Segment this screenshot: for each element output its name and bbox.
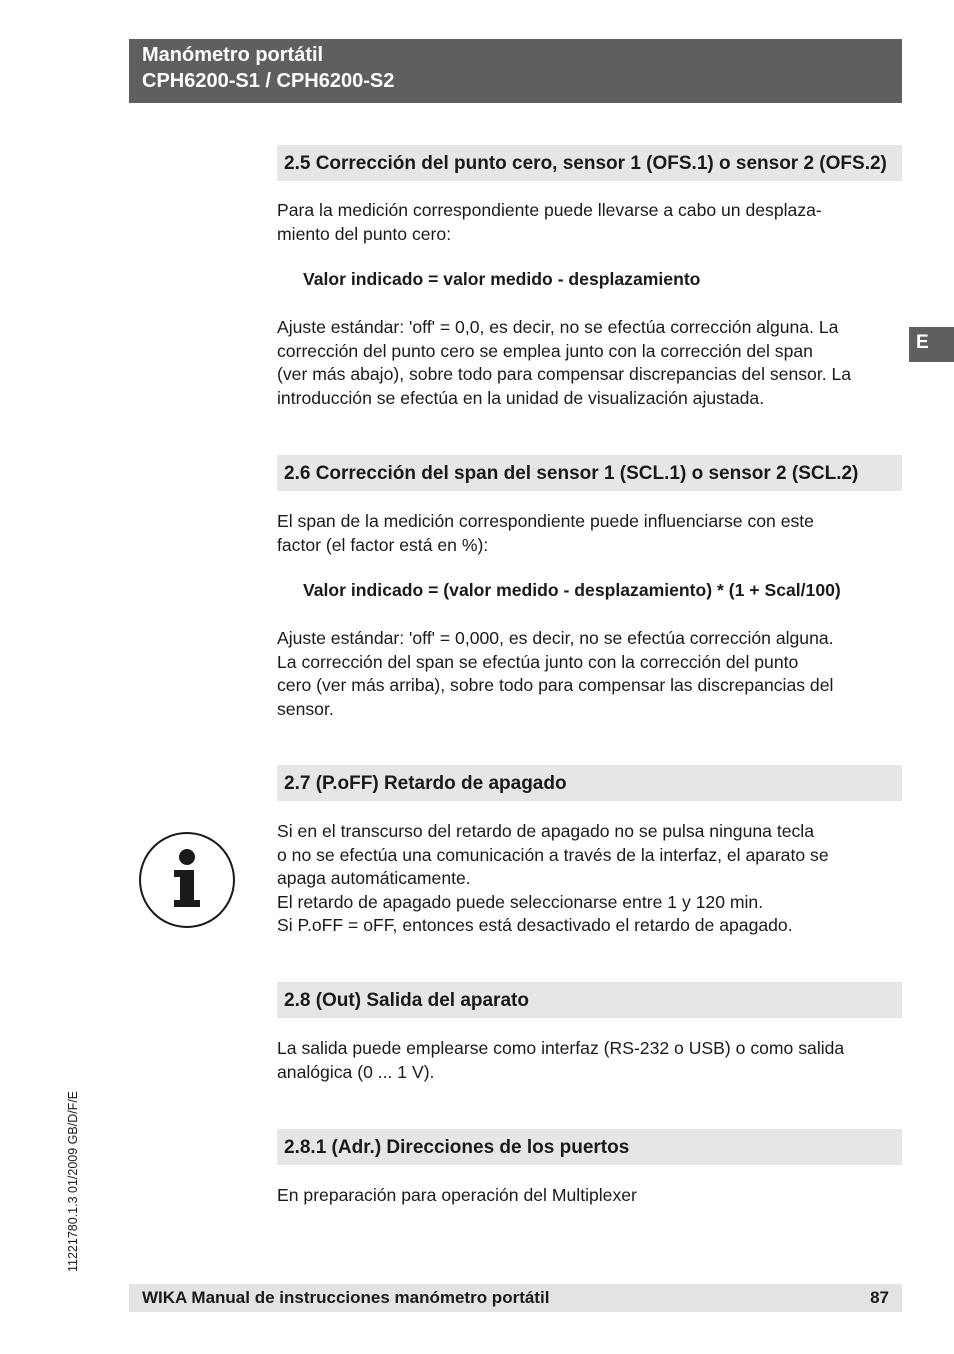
text-line: apaga automáticamente. [277, 868, 471, 888]
page-number: 87 [870, 1288, 889, 1307]
text-line: Ajuste estándar: 'off' = 0,0, es decir, no se efectúa corrección alguna. La [277, 317, 839, 337]
text-line: sensor. [277, 698, 334, 719]
footer-title: WIKA Manual de instrucciones manómetro portátil [142, 1288, 550, 1307]
section-2-6-note [277, 627, 907, 721]
text-line: (ver más abajo), sobre todo para compensar discrepancias del sensor. La [277, 364, 852, 384]
text-line: introducción se efectúa en la unidad de visualización ajustada. [277, 387, 765, 408]
text-line: Para la medición correspondiente puede llevarse a cabo un desplaza- [277, 200, 822, 220]
section-2-5-note [277, 316, 907, 410]
text-line: El retardo de apagado puede seleccionarse entre 1 y 120 min. [277, 891, 764, 912]
text-line: cero (ver más arriba), sobre todo para compensar las discrepancias del [277, 675, 834, 695]
header-title-line1: Manómetro portátil [142, 44, 324, 66]
text-line: Si en el transcurso del retardo de apagado no se pulsa ninguna tecla [277, 821, 814, 841]
text-line: o no se efectúa una comunicación a través de la interfaz, el aparato se [277, 844, 829, 865]
text-line: El span de la medición correspondiente puede influenciarse con este [277, 511, 814, 531]
section-2-8-1-text [277, 1184, 907, 1208]
section-2-5-intro [277, 199, 907, 246]
section-heading-2-6: 2.6 Corrección del span del sensor 1 (SCL.1) o sensor 2 (SCL.2) [277, 455, 902, 491]
document-code: 11221780.1.3 01/2009 GB/D/F/E [66, 1090, 80, 1272]
section-2-7-text [277, 820, 907, 938]
text-line: En preparación para operación del Multiplexer [277, 1185, 637, 1205]
text-line: La salida puede emplearse como interfaz (RS-232 o USB) o como salida [277, 1038, 845, 1058]
text-line: factor (el factor está en %): [277, 534, 489, 555]
text-line: Ajuste estándar: 'off' = 0,000, es decir, no se efectúa corrección alguna. [277, 628, 834, 648]
section-2-6-intro [277, 510, 907, 557]
section-heading-2-8: 2.8 (Out) Salida del aparato [277, 982, 902, 1018]
text-line: analógica (0 ... 1 V). [277, 1061, 435, 1082]
text-line: La corrección del span se efectúa junto con la corrección del punto [277, 651, 799, 672]
info-icon [136, 831, 238, 931]
section-2-8-text [277, 1037, 907, 1084]
text-line: miento del punto cero: [277, 223, 452, 244]
text-line: Si P.oFF = oFF, entonces está desactivado el retardo de apagado. [277, 915, 793, 935]
document-header [129, 39, 902, 103]
section-heading-2-7: 2.7 (P.oFF) Retardo de apagado [277, 765, 902, 801]
section-2-6-formula: Valor indicado = (valor medido - desplazamiento) * (1 + Scal/100) [303, 580, 841, 600]
section-heading-2-8-1: 2.8.1 (Adr.) Direcciones de los puertos [277, 1129, 902, 1165]
text-line: corrección del punto cero se emplea junto con la corrección del span [277, 340, 813, 361]
language-tab: E [909, 327, 954, 362]
page-footer [129, 1284, 902, 1312]
header-title-line2: CPH6200-S1 / CPH6200-S2 [142, 70, 395, 92]
section-heading-2-5: 2.5 Corrección del punto cero, sensor 1 (OFS.1) o sensor 2 (OFS.2) [277, 145, 902, 181]
section-2-5-formula: Valor indicado = valor medido - desplazamiento [303, 269, 701, 289]
